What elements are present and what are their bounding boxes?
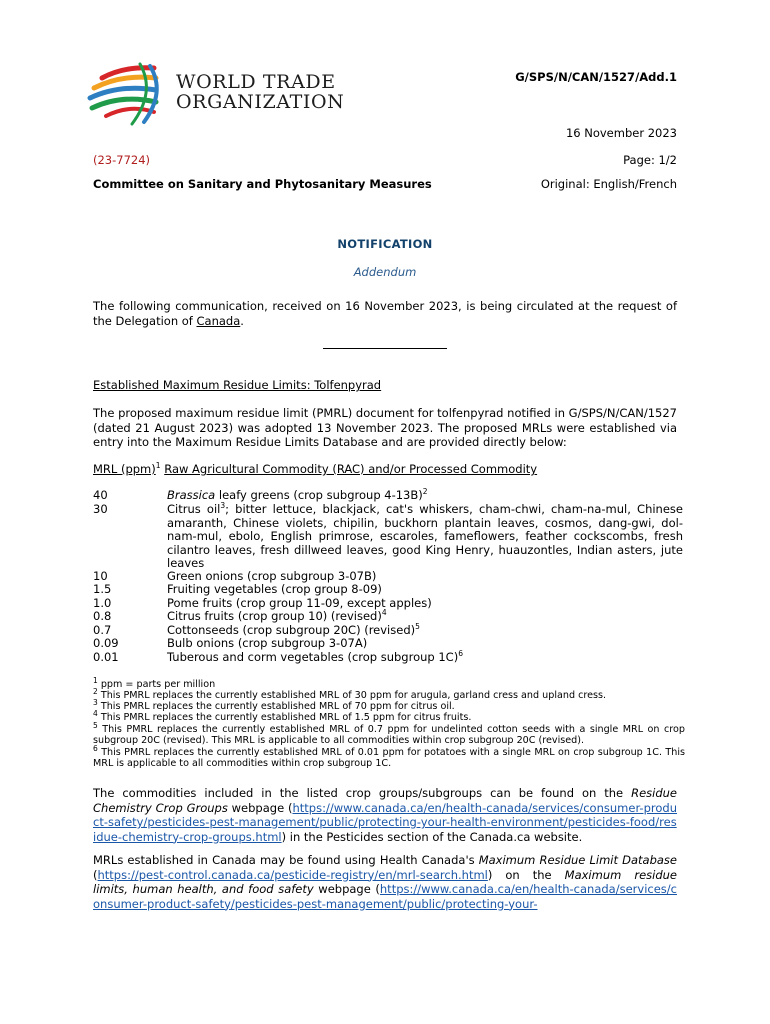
committee-name: Committee on Sanitary and Phytosanitary Measures (93, 177, 432, 191)
health-canada-link[interactable]: https://www.canada.ca/en/health-canada/services/consumer-product-safety/pesticides-pest-management/public/protecting-your- (93, 882, 677, 911)
original-language: Original: English/French (540, 177, 677, 191)
table-header-commodity: Raw Agricultural Commodity (RAC) and/or Processed Commodity (164, 462, 538, 476)
mrl-search-link[interactable]: https://pest-control.canada.ca/pesticide-registry/en/mrl-search.html (97, 867, 488, 882)
document-reference: (23-7724) (93, 153, 151, 167)
notification-title: NOTIFICATION (337, 237, 433, 251)
addendum-subtitle: Addendum (353, 265, 417, 279)
country-name: Canada (196, 313, 241, 328)
body-paragraph: The proposed maximum residue limit (PMRL) document for tolfenpyrad notified in G/SPS/N/CAN/1527 (dated 21 August 2023) was adopted 13 November 2023. The proposed MRLs were established via entry into the Maximum Residue Limits Database and are provided directly below: (93, 406, 677, 449)
table-row: 30 Citrus oil$^3$; bitter lettuce, blackjack, cat's whiskers, cham-chwi, cham-na-mul, Chinese amaranth, Chinese violets, chipilin, buckhorn plantain leaves, cosmos, dang-gwi, dol-nam-mul, ebolo, English primrose, escaroles, fameflowers, feather cockscombs, fresh cilantro leaves, fresh dillweed leaves, good King Henry, huauzontles, Indian asters, jute leaves (93, 501, 683, 571)
crop-groups-link[interactable]: https://www.canada.ca/en/health-canada/services/consumer-product-safety/pesticides-pest-management/public/protecting-your-health-environment/pesticides-food/residue-chemistry-crop-groups.html (93, 800, 677, 844)
page-number: Page: 1/2 (623, 153, 677, 167)
footnote: $^6$ This PMRL replaces the currently established MRL of 0.01 ppm for potatoes with a single MRL on crop subgroup 1C. This MRL is applicable to all commodities within crop subgroup 1C. (93, 743, 685, 770)
footnote: $^3$ This PMRL replaces the currently established MRL of 70 ppm for citrus oil. (93, 697, 455, 712)
table-row: 40 Brassica leafy greens (crop subgroup 4-13B)$^2$ (93, 487, 428, 502)
intro-paragraph: The following communication, received on 16 November 2023, is being circulated at the request of the Delegation of Canada. (93, 299, 677, 328)
crop-groups-paragraph: The commodities included in the listed crop groups/subgroups can be found on the Residue Chemistry Crop Groups webpage (https://www.canada.ca/en/health-canada/services/consumer-product-safety/pesticides-pest-management/public/protecting-your-health-environment/pesticides-food/residue-chemistry-crop-groups.html) in the Pesticides section of the Canada.ca website. (93, 786, 677, 844)
table-header: MRL (ppm)$^1$ Raw Agricultural Commodity (RAC) and/or Processed Commodity (93, 461, 538, 476)
document-date: 16 November 2023 (565, 126, 677, 140)
footnote: $^5$ This PMRL replaces the currently established MRL of 0.7 ppm for undelinted cotton seeds with a single MRL on crop subgroup 20C (revised). This MRL is applicable to all commodities within crop subgroup 20C (revised). (93, 720, 685, 747)
separator-rule (323, 348, 447, 349)
document-symbol: G/SPS/N/CAN/1527/Add.1 (515, 70, 677, 84)
footnote: $^2$ This PMRL replaces the currently established MRL of 30 ppm for arugula, garland cress and upland cress. (93, 686, 607, 701)
mrl-database-paragraph: MRLs established in Canada may be found using Health Canada's Maximum Residue Limit Database (https://pest-control.canada.ca/pesticide-registry/en/mrl-search.html) on the Maximum residue limits, human health, and food safety webpage (https://www.canada.ca/en/health-canada/services/consumer-product-safety/pesticides-pest-management/public/protecting-your- (93, 853, 677, 911)
footnote: $^4$ This PMRL replaces the currently established MRL of 1.5 ppm for citrus fruits. (93, 708, 472, 723)
footnote: $^1$ ppm = parts per million (93, 675, 216, 690)
organization-name: WORLD TRADE ORGANIZATION (176, 71, 345, 113)
section-heading: Established Maximum Residue Limits: Tolfenpyrad (93, 378, 382, 392)
